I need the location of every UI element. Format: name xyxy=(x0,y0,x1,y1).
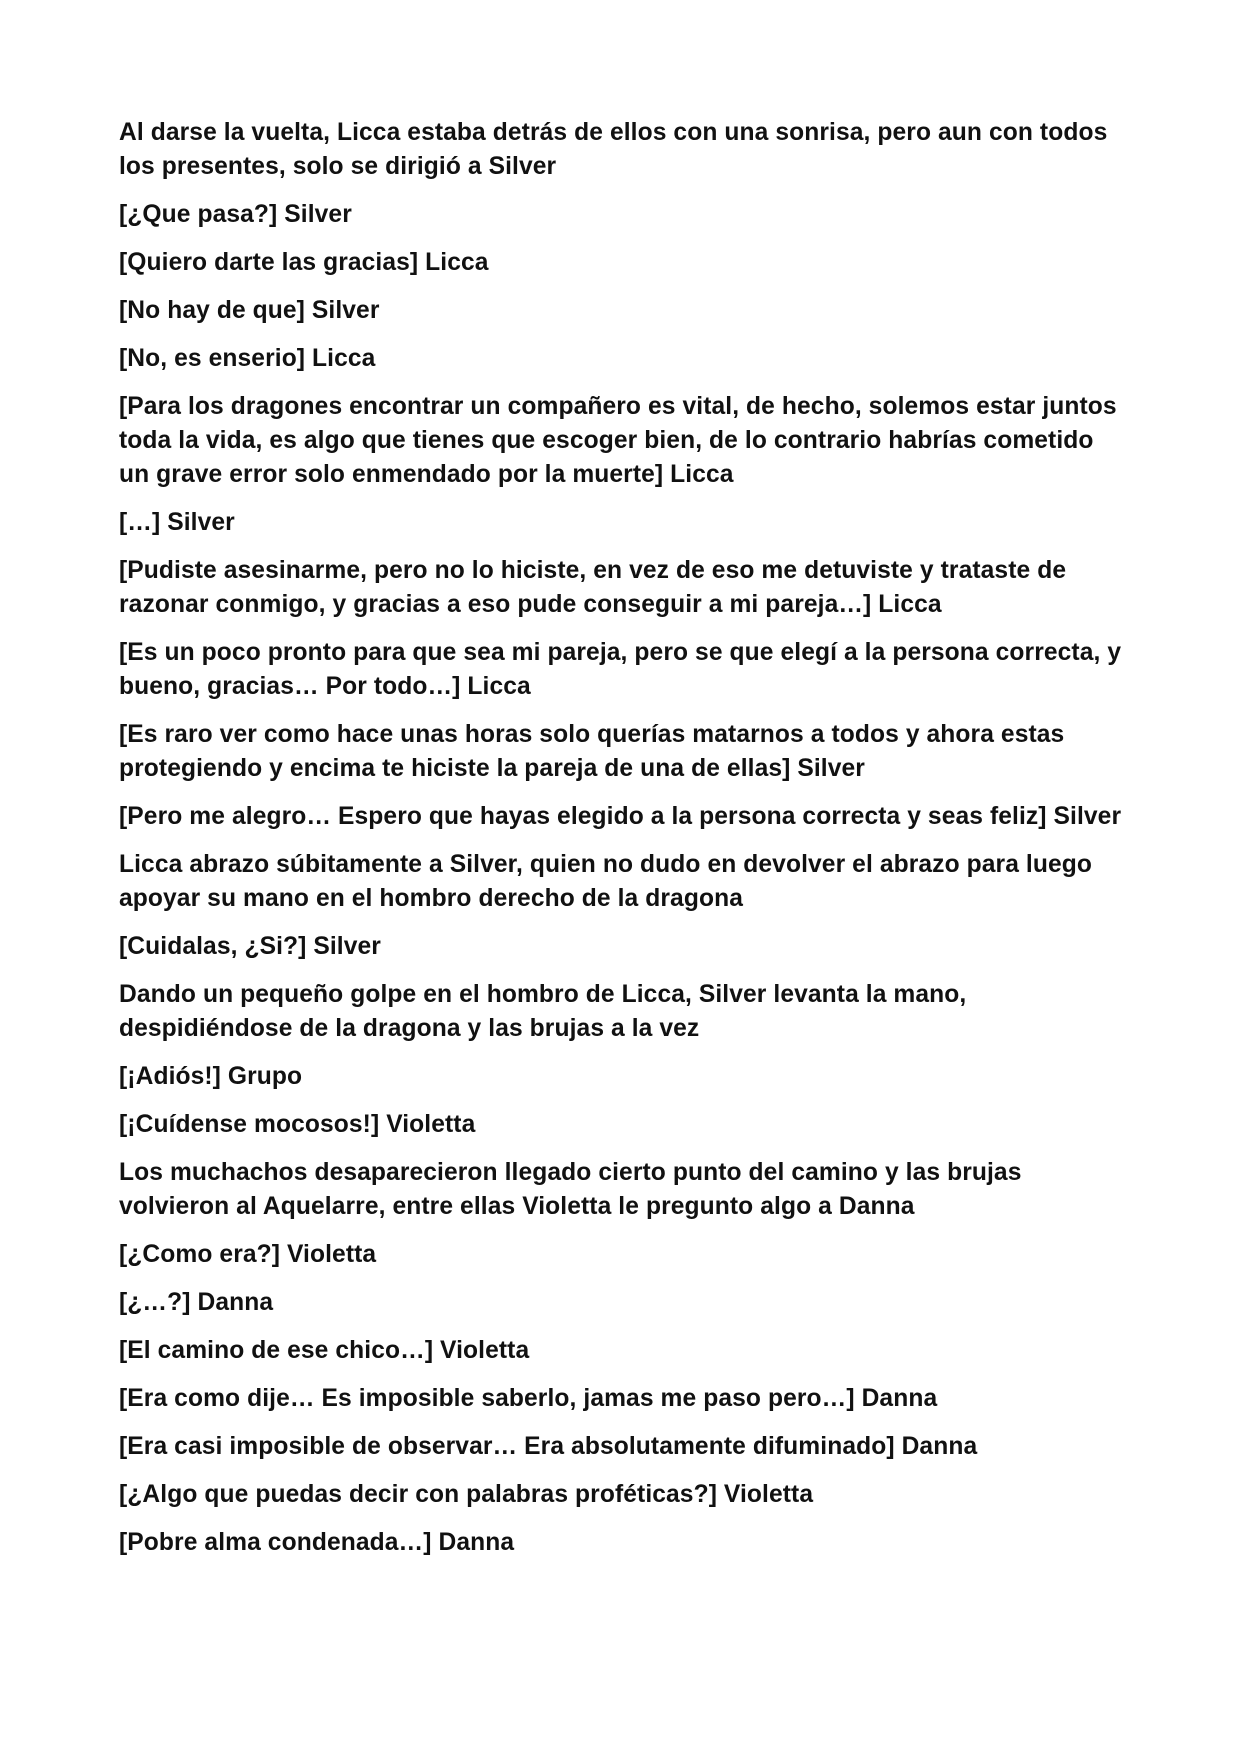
dialogue-line: [Para los dragones encontrar un compañero es vital, de hecho, solemos estar juntos toda la vida, es algo que tienes que escoger bien, de lo contrario habrías cometido un grave error solo enmendado por la muerte] Licca xyxy=(119,393,1117,488)
dialogue-line: [Pero me alegro… Espero que hayas elegido a la persona correcta y seas feliz] Silver xyxy=(119,803,1122,830)
dialogue-line: [¡Cuídense mocosos!] Violetta xyxy=(119,1111,476,1138)
narration-paragraph: Dando un pequeño golpe en el hombro de Licca, Silver levanta la mano, despidiéndose de la dragona y las brujas a la vez xyxy=(119,981,967,1042)
dialogue-line: [¡Adiós!] Grupo xyxy=(119,1063,303,1090)
narration-paragraph: Al darse la vuelta, Licca estaba detrás de ellos con una sonrisa, pero aun con todos los presentes, solo se dirigió a Silver xyxy=(119,119,1108,180)
dialogue-line: [Pobre alma condenada…] Danna xyxy=(119,1529,515,1556)
document-body xyxy=(119,116,1129,1574)
dialogue-line: [No, es enserio] Licca xyxy=(119,345,376,372)
narration-paragraph: Licca abrazo súbitamente a Silver, quien no dudo en devolver el abrazo para luego apoyar su mano en el hombro derecho de la dragona xyxy=(119,851,1092,912)
dialogue-line: [¿Como era?] Violetta xyxy=(119,1241,377,1268)
dialogue-line: [Era como dije… Es imposible saberlo, jamas me paso pero…] Danna xyxy=(119,1385,938,1412)
dialogue-line: [Quiero darte las gracias] Licca xyxy=(119,249,489,276)
dialogue-line: [Pudiste asesinarme, pero no lo hiciste, en vez de eso me detuviste y trataste de razonar conmigo, y gracias a eso pude conseguir a mi pareja…] Licca xyxy=(119,557,1067,618)
dialogue-line: [El camino de ese chico…] Violetta xyxy=(119,1337,530,1364)
dialogue-line: [¿Que pasa?] Silver xyxy=(119,201,352,228)
dialogue-line: [Es un poco pronto para que sea mi pareja, pero se que elegí a la persona correcta, y bueno, gracias… Por todo…] Licca xyxy=(119,639,1122,700)
dialogue-line: [No hay de que] Silver xyxy=(119,297,380,324)
dialogue-line: […] Silver xyxy=(119,509,235,536)
dialogue-line: [Es raro ver como hace unas horas solo querías matarnos a todos y ahora estas protegiendo y encima te hiciste la pareja de una de ellas] Silver xyxy=(119,721,1065,782)
dialogue-line: [¿…?] Danna xyxy=(119,1289,274,1316)
narration-paragraph: Los muchachos desaparecieron llegado cierto punto del camino y las brujas volvieron al Aquelarre, entre ellas Violetta le pregunto algo a Danna xyxy=(119,1159,1022,1220)
dialogue-line: [Era casi imposible de observar… Era absolutamente difuminado] Danna xyxy=(119,1433,978,1460)
dialogue-line: [¿Algo que puedas decir con palabras proféticas?] Violetta xyxy=(119,1481,814,1508)
dialogue-line: [Cuidalas, ¿Si?] Silver xyxy=(119,933,381,960)
